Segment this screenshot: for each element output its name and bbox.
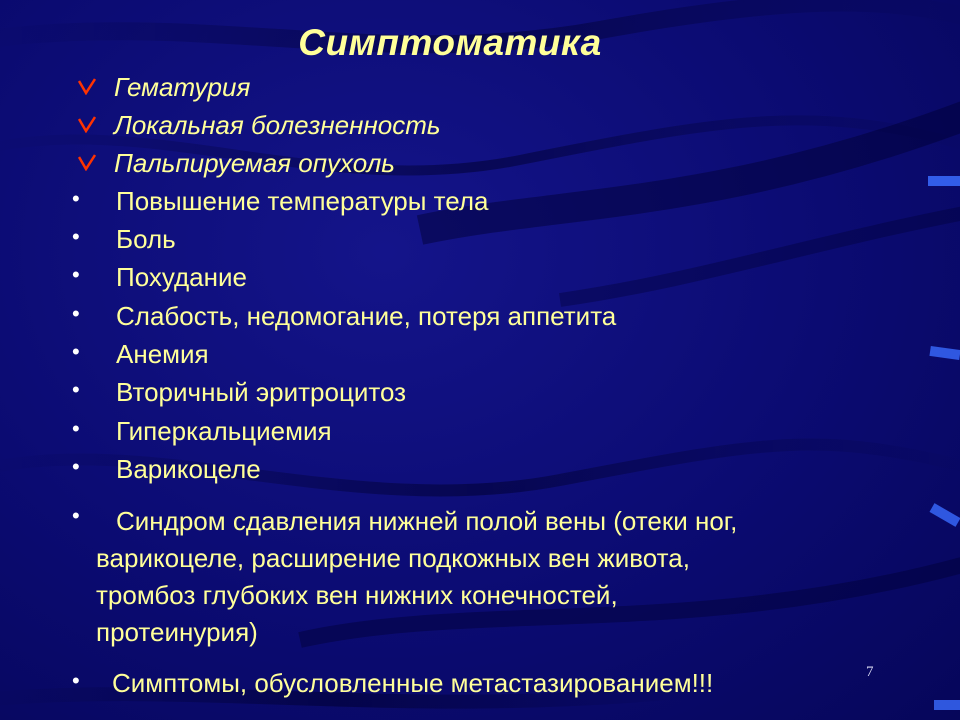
- bullet-icon: •: [72, 186, 80, 211]
- bullet-item-weakness: [72, 301, 616, 331]
- bullet-item-label: Боль: [116, 224, 176, 254]
- bullet-item-varicocele: [72, 454, 261, 484]
- bullet-item-erythrocytosis: [72, 377, 406, 407]
- bullet-item-fever: [72, 186, 489, 216]
- bullet-icon: •: [72, 301, 80, 326]
- page-number: 7: [866, 664, 874, 680]
- bullet-item-weight-loss: [72, 262, 247, 292]
- bullet-item-ivc-compression: [72, 503, 912, 651]
- check-icon: [78, 77, 96, 95]
- bullet-item-label: Варикоцеле: [116, 454, 261, 484]
- bullet-item-metastasis: [72, 668, 713, 698]
- slide-title: Симптоматика: [298, 22, 602, 63]
- check-icon: [78, 115, 96, 133]
- bullet-item-label: Повышение температуры тела: [116, 186, 489, 216]
- check-item-hematuria: [78, 72, 250, 102]
- check-item-palpable-tumor: [78, 148, 395, 178]
- compression-line-3: тромбоз глубоких вен нижних конечностей,: [96, 580, 618, 610]
- bullet-icon: •: [72, 377, 80, 402]
- bullet-item-pain: [72, 224, 176, 254]
- check-item-local-pain: [78, 110, 441, 140]
- bullet-icon: •: [72, 668, 80, 693]
- bullet-item-anemia: [72, 339, 209, 369]
- bullet-item-label: Анемия: [116, 339, 209, 369]
- check-item-label: Пальпируемая опухоль: [114, 148, 395, 178]
- bullet-item-hypercalcemia: [72, 416, 332, 446]
- compression-line-2: варикоцеле, расширение подкожных вен живота,: [96, 543, 690, 573]
- bullet-item-label: Симптомы, обусловленные метастазированием!!!: [112, 668, 714, 698]
- bullet-icon: •: [72, 454, 80, 479]
- bullet-icon: •: [72, 224, 80, 249]
- bullet-item-label: Гиперкальциемия: [116, 416, 332, 446]
- bullet-icon: •: [72, 262, 80, 287]
- bullet-icon: •: [72, 339, 80, 364]
- bullet-item-label: Вторичный эритроцитоз: [116, 377, 407, 407]
- bullet-icon: •: [72, 416, 80, 441]
- check-icon: [78, 153, 96, 171]
- bullet-item-label: Похудание: [116, 262, 247, 292]
- check-item-label: Локальная болезненность: [114, 110, 441, 140]
- check-item-label: Гематурия: [114, 72, 251, 102]
- compression-line-1: Синдром сдавления нижней полой вены (отеки ног,: [116, 506, 738, 536]
- bullet-item-label: Слабость, недомогание, потеря аппетита: [116, 301, 617, 331]
- bullet-icon: •: [72, 503, 80, 528]
- compression-line-4: протеинурия): [96, 617, 258, 647]
